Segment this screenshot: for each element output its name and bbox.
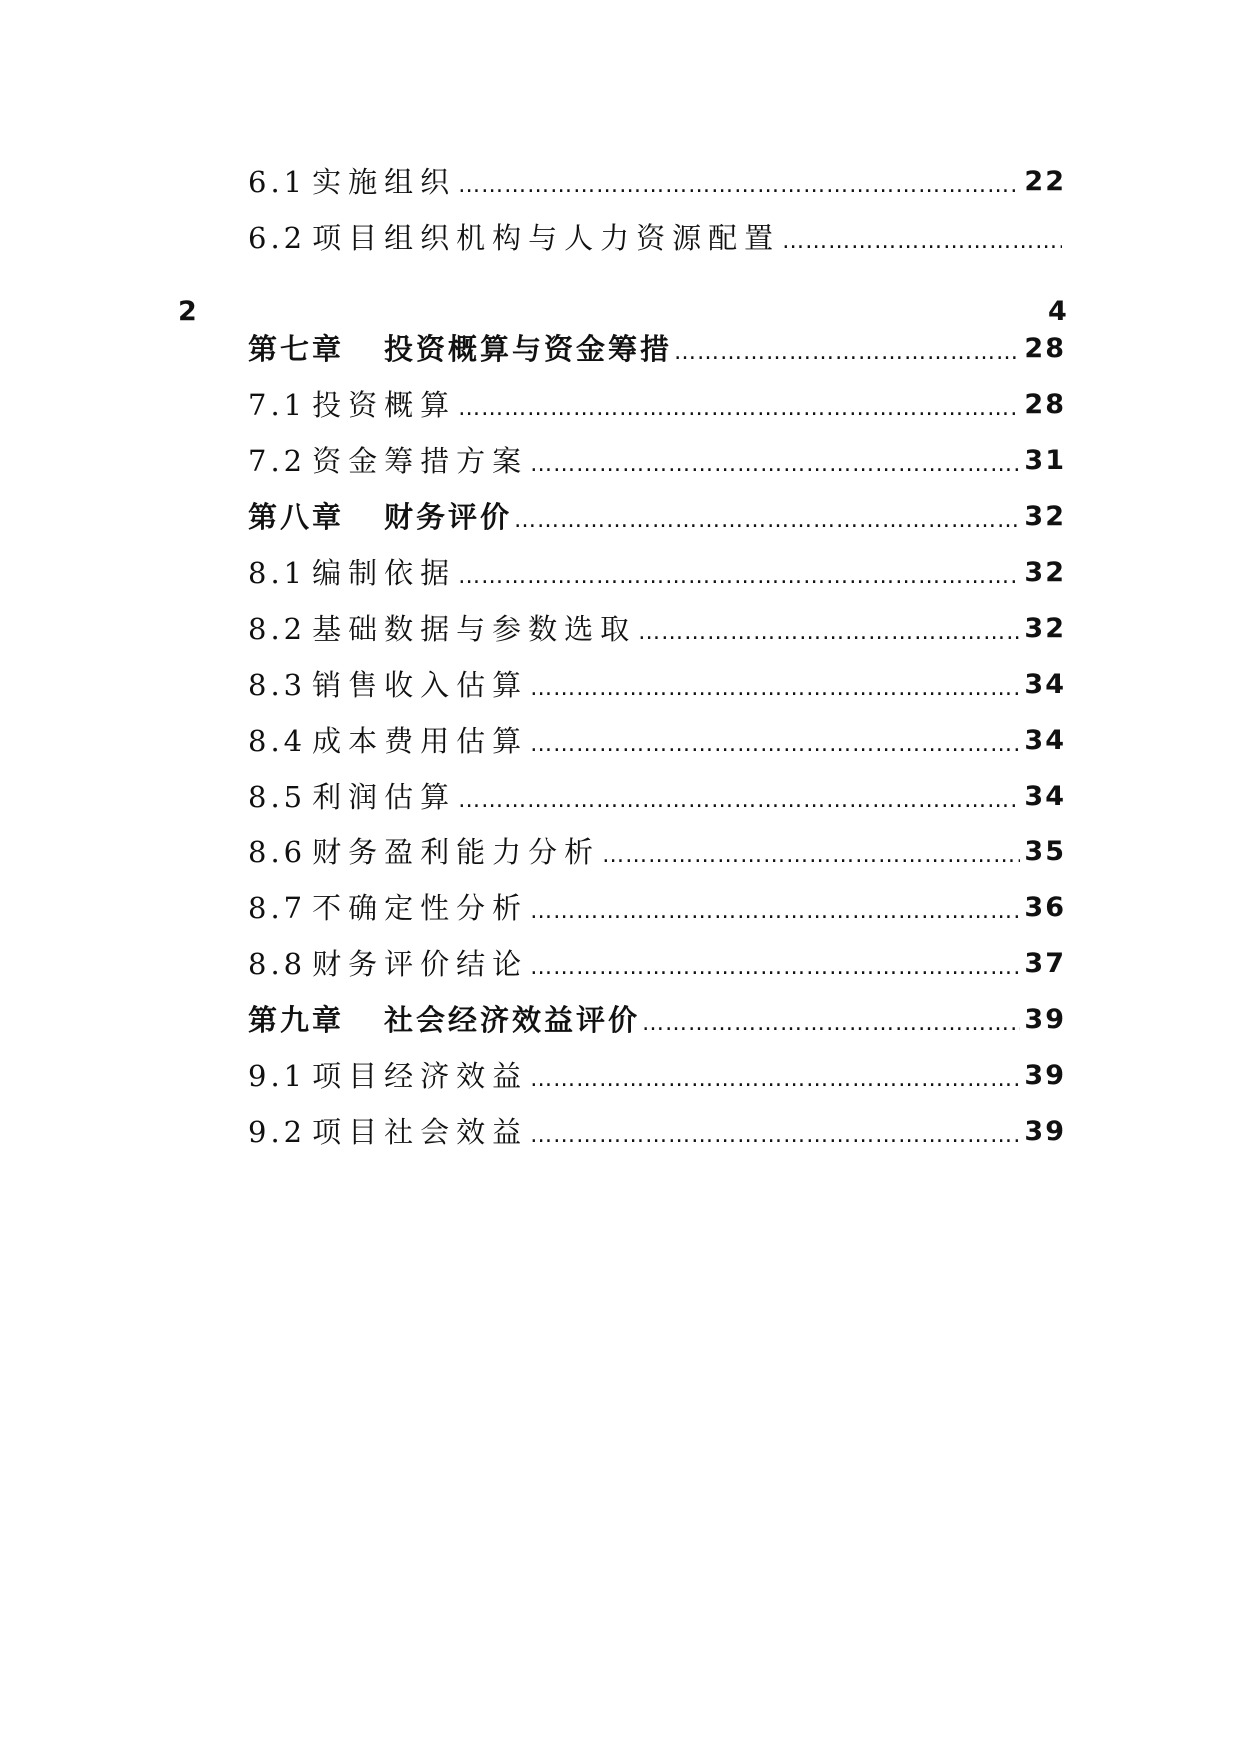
toc-leader-dots [782,216,1062,260]
wrapped-page-number-left: 2 [178,296,197,327]
toc-page-number: 32 [1024,557,1066,588]
toc-section-row[interactable] [248,607,1066,651]
toc-leader-dots [458,160,1020,204]
toc-entry-number: 6.1 [248,165,307,199]
toc-entry-title: 资金筹措方案 [312,444,529,478]
toc-entry-title: 成本费用估算 [312,724,529,758]
toc-entry-number: 8.4 [248,724,307,758]
toc-entry-number: 8.1 [248,556,307,590]
toc-entry-number: 8.5 [248,780,307,814]
toc-section-row[interactable] [248,216,1066,260]
toc-chapter-row[interactable] [248,495,1066,539]
toc-entry-number: 8.7 [248,891,307,925]
toc-entry-title: 利润估算 [312,780,457,814]
toc-leader-dots [514,495,1020,539]
toc-page-number: 37 [1024,948,1066,979]
toc-entry-title: 项目经济效益 [312,1059,529,1093]
toc-entry-number: 7.2 [248,444,307,478]
toc-section-row[interactable] [248,383,1066,427]
toc-section-row[interactable] [248,775,1066,819]
toc-entry-number: 9.2 [248,1115,307,1149]
toc-page-number: 28 [1024,333,1066,364]
toc-entry-number: 8.2 [248,612,307,646]
toc-section-row[interactable] [248,719,1066,763]
toc-page-number: 32 [1024,501,1066,532]
toc-section-row[interactable] [248,439,1066,483]
toc-entry-title: 社会经济效益评价 [384,1003,641,1037]
toc-entry-number: 8.8 [248,947,307,981]
toc-section-row[interactable] [248,551,1066,595]
toc-leader-dots [602,830,1020,874]
toc-page-number: 31 [1024,445,1066,476]
toc-entry-title: 销售收入估算 [312,668,529,702]
toc-page-number: 39 [1024,1004,1066,1035]
toc-entry-number: 9.1 [248,1059,307,1093]
toc-section-row[interactable] [248,830,1066,874]
toc-page-number: 34 [1024,669,1066,700]
toc-section-row[interactable] [248,942,1066,986]
wrapped-page-number-right: 4 [1048,296,1067,327]
toc-entry-number: 6.2 [248,221,307,255]
toc-leader-dots [530,1110,1020,1154]
toc-leader-dots [530,439,1020,483]
toc-page-number: 32 [1024,613,1066,644]
toc-leader-dots [458,775,1020,819]
toc-entry-number: 第九章 [248,1003,345,1037]
toc-page-number: 39 [1024,1116,1066,1147]
toc-entry-number: 第八章 [248,500,345,534]
toc-leader-dots [530,886,1020,930]
toc-leader-dots [530,942,1020,986]
toc-leader-dots [642,998,1020,1042]
toc-entry-title: 项目社会效益 [312,1115,529,1149]
toc-entry-title: 基础数据与参数选取 [312,612,637,646]
toc-chapter-row[interactable] [248,998,1066,1042]
toc-entry-number: 第七章 [248,332,345,366]
toc-entry-title: 项目组织机构与人力资源配置 [312,221,781,255]
toc-leader-dots [458,551,1020,595]
toc-section-row[interactable] [248,160,1066,204]
toc-entry-number: 7.1 [248,388,307,422]
toc-section-row[interactable] [248,1054,1066,1098]
toc-leader-dots [458,383,1020,427]
toc-entry-title: 财务评价 [384,500,513,534]
toc-page-number: 35 [1024,836,1066,867]
toc-page-number: 28 [1024,389,1066,420]
toc-page-number: 39 [1024,1060,1066,1091]
toc-chapter-row[interactable] [248,327,1066,371]
toc-section-row[interactable] [248,886,1066,930]
toc-entry-title: 编制依据 [312,556,457,590]
toc-entry-number: 8.6 [248,835,307,869]
toc-page-number: 22 [1024,166,1066,197]
toc-entry-number: 8.3 [248,668,307,702]
toc-leader-dots [638,607,1020,651]
toc-leader-dots [530,1054,1020,1098]
toc-section-row[interactable] [248,663,1066,707]
toc-entry-title: 投资概算 [312,388,457,422]
toc-section-row[interactable] [248,1110,1066,1154]
toc-entry-title: 投资概算与资金筹措 [384,332,673,366]
toc-leader-dots [530,719,1020,763]
toc-entry-title: 不确定性分析 [312,891,529,925]
toc-page-number: 34 [1024,781,1066,812]
toc-leader-dots [674,327,1020,371]
toc-page-number: 34 [1024,725,1066,756]
toc-entry-title: 财务评价结论 [312,947,529,981]
toc-entry-title: 实施组织 [312,165,457,199]
toc-leader-dots [530,663,1020,707]
toc-entry-title: 财务盈利能力分析 [312,835,601,869]
toc-page-number: 36 [1024,892,1066,923]
